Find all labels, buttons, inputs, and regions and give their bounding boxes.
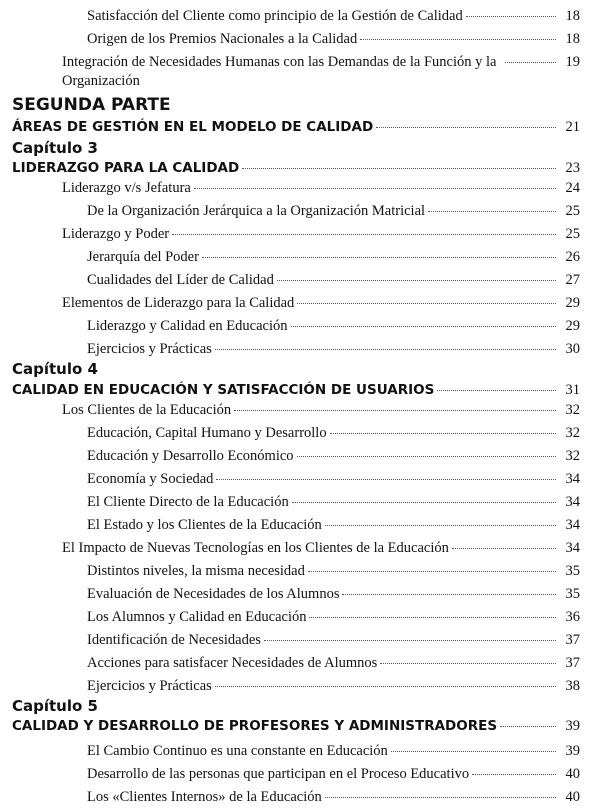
toc-entry-title: Los Clientes de la Educación [62, 402, 232, 418]
leader-dots [242, 168, 556, 169]
toc-entry-title: Elementos de Liderazgo para la Calidad [62, 295, 295, 311]
toc-entry-title: Educación, Capital Humano y Desarrollo [87, 425, 327, 441]
toc-entry [87, 516, 580, 534]
leader-dots [452, 548, 556, 549]
toc-entry-page: 35 [565, 586, 580, 602]
leader-dots [437, 390, 556, 391]
toc-entry-title: El Impacto de Nuevas Tecnologías en los Clientes de la Educación [62, 540, 449, 556]
toc-entry-page: 19 [565, 54, 580, 70]
toc-entry-title: Los Alumnos y Calidad en Educación [87, 609, 307, 625]
chapter-label: Capítulo 4 [12, 360, 98, 378]
toc-entry-title: Liderazgo y Calidad en Educación [87, 318, 288, 334]
leader-dots [472, 774, 556, 775]
chapter-page: 39 [565, 718, 580, 734]
toc-entry [62, 401, 580, 419]
toc-entry-page: 34 [565, 540, 580, 556]
leader-dots [505, 62, 556, 63]
chapter-title: CALIDAD Y DESARROLLO DE PROFESORES Y ADMINISTRADORES [12, 718, 498, 734]
leader-dots [376, 127, 556, 128]
chapter-title: CALIDAD EN EDUCACIÓN Y SATISFACCIÓN DE USUARIOS [12, 382, 435, 398]
part-title-entry [12, 118, 580, 136]
toc-entry [87, 30, 580, 48]
leader-dots [291, 326, 556, 327]
leader-dots [500, 726, 556, 727]
chapter-page: 31 [565, 382, 580, 398]
leader-dots [297, 303, 556, 304]
leader-dots [325, 525, 556, 526]
leader-dots [297, 456, 556, 457]
part-page: 21 [565, 119, 580, 135]
toc-entry-page: 37 [565, 632, 580, 648]
toc-entry-title: Evaluación de Necesidades de los Alumnos [87, 586, 340, 602]
leader-dots [342, 594, 556, 595]
leader-dots [391, 751, 556, 752]
leader-dots [202, 257, 556, 258]
chapter-title: LIDERAZGO PARA LA CALIDAD [12, 160, 240, 176]
toc-entry-title: Desarrollo de las personas que participan en el Proceso Educativo [87, 766, 470, 782]
toc-entry-page: 32 [565, 448, 580, 464]
toc-entry-page: 18 [565, 8, 580, 24]
chapter-label: Capítulo 3 [12, 139, 98, 157]
toc-entry [87, 654, 580, 672]
leader-dots [292, 502, 556, 503]
toc-entry-title: Distintos niveles, la misma necesidad [87, 563, 305, 579]
leader-dots [234, 410, 556, 411]
toc-entry-page: 35 [565, 563, 580, 579]
toc-entry-page: 26 [565, 249, 580, 265]
toc-entry-title: Liderazgo v/s Jefatura [62, 180, 191, 196]
toc-entry-page: 18 [565, 31, 580, 47]
toc-entry [87, 248, 580, 266]
chapter-title-entry [12, 381, 580, 399]
leader-dots [215, 349, 556, 350]
toc-entry-page: 29 [565, 295, 580, 311]
toc-entry-title: Origen de los Premios Nacionales a la Calidad [87, 31, 358, 47]
leader-dots [264, 640, 556, 641]
toc-entry [87, 202, 580, 220]
chapter-page: 23 [565, 160, 580, 176]
toc-entry-page: 40 [565, 766, 580, 782]
toc-entry [87, 765, 580, 783]
toc-entry-title: Ejercicios y Prácticas [87, 341, 212, 357]
toc-entry-title: Acciones para satisfacer Necesidades de Alumnos [87, 655, 378, 671]
toc-entry-page: 36 [565, 609, 580, 625]
toc-entry-title: Economía y Sociedad [87, 471, 214, 487]
toc-entry-title: El Cliente Directo de la Educación [87, 494, 289, 510]
toc-entry [87, 470, 580, 488]
toc-entry-title: Ejercicios y Prácticas [87, 678, 212, 694]
toc-entry [87, 424, 580, 442]
toc-entry-title: Identificación de Necesidades [87, 632, 261, 648]
toc-entry-page: 39 [565, 743, 580, 759]
toc-entry [87, 340, 580, 358]
toc-entry [62, 179, 580, 197]
toc-entry-page: 29 [565, 318, 580, 334]
toc-entry-title: Cualidades del Líder de Calidad [87, 272, 274, 288]
toc-entry-title: Los «Clientes Internos» de la Educación [87, 789, 322, 805]
toc-entry-page: 37 [565, 655, 580, 671]
toc-entry [87, 447, 580, 465]
toc-entry-title: De la Organización Jerárquica a la Organización Matricial [87, 203, 426, 219]
toc-entry [87, 631, 580, 649]
toc-entry-title: Integración de Necesidades Humanas con las Demandas de la Función y la Organización [62, 54, 497, 89]
toc-entry [62, 294, 580, 312]
toc-entry-page: 25 [565, 226, 580, 242]
leader-dots [360, 39, 556, 40]
toc-entry-page: 34 [565, 494, 580, 510]
toc-entry-title: El Cambio Continuo es una constante en Educación [87, 743, 388, 759]
leader-dots [428, 211, 556, 212]
toc-entry-page: 32 [565, 402, 580, 418]
toc-entry [87, 742, 580, 760]
toc-entry [87, 7, 580, 25]
leader-dots [215, 686, 556, 687]
toc-entry [87, 317, 580, 335]
leader-dots [330, 433, 556, 434]
toc-entry [87, 788, 580, 806]
toc-entry [87, 562, 580, 580]
toc-entry-page: 34 [565, 517, 580, 533]
toc-entry [62, 539, 580, 557]
toc-entry-title: Educación y Desarrollo Económico [87, 448, 294, 464]
toc-entry-title: Liderazgo y Poder [62, 226, 170, 242]
toc-entry-page: 27 [565, 272, 580, 288]
chapter-title-entry [12, 159, 580, 177]
toc-entry-page: 34 [565, 471, 580, 487]
toc-entry-page: 40 [565, 789, 580, 805]
chapter-label: Capítulo 5 [12, 697, 98, 715]
toc-entry-page: 24 [565, 180, 580, 196]
toc-entry-page: 30 [565, 341, 580, 357]
leader-dots [216, 479, 556, 480]
leader-dots [277, 280, 556, 281]
toc-entry-page: 38 [565, 678, 580, 694]
leader-dots [308, 571, 556, 572]
leader-dots [466, 16, 556, 17]
toc-entry-title: Jerarquía del Poder [87, 249, 199, 265]
toc-entry [62, 225, 580, 243]
toc-entry-title: El Estado y los Clientes de la Educación [87, 517, 322, 533]
chapter-title-entry [12, 717, 580, 735]
toc-entry [62, 53, 580, 91]
part-title: ÁREAS DE GESTIÓN EN EL MODELO DE CALIDAD [12, 119, 374, 135]
leader-dots [194, 188, 556, 189]
toc-entry-page: 25 [565, 203, 580, 219]
toc-entry [87, 493, 580, 511]
toc-entry [87, 585, 580, 603]
leader-dots [325, 797, 556, 798]
toc-entry [87, 271, 580, 289]
leader-dots [309, 617, 556, 618]
leader-dots [380, 663, 556, 664]
leader-dots [172, 234, 556, 235]
toc-entry-title: Satisfacción del Cliente como principio de la Gestión de Calidad [87, 8, 463, 24]
toc-entry-page: 32 [565, 425, 580, 441]
toc-entry [87, 677, 580, 695]
toc-entry [87, 608, 580, 626]
part-label: SEGUNDA PARTE [12, 95, 171, 115]
